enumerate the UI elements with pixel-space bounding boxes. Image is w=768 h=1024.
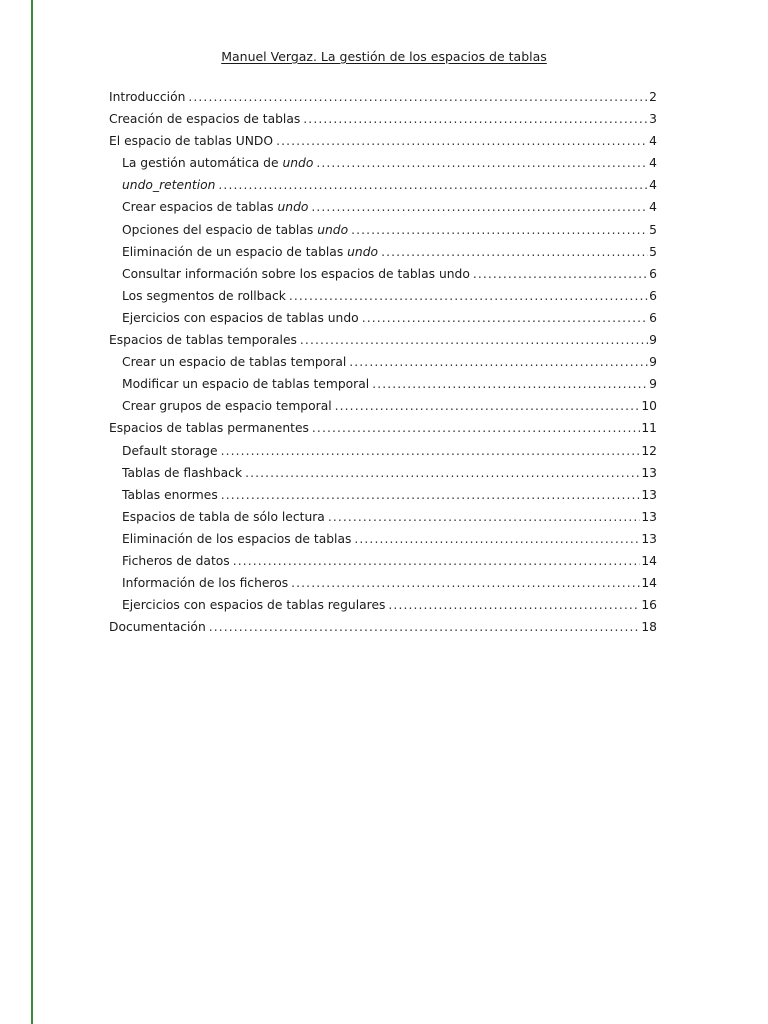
toc-entry-title-text: Espacios de tablas temporales bbox=[109, 333, 297, 348]
toc-entry-title bbox=[122, 377, 369, 391]
toc-page-number: 6 bbox=[649, 288, 657, 303]
toc-entry-title bbox=[122, 245, 378, 259]
toc-dot-leader bbox=[312, 421, 640, 435]
page-margin-line bbox=[31, 0, 33, 1024]
document-header bbox=[0, 49, 768, 64]
toc-entry-title bbox=[122, 267, 470, 281]
toc-entry-title-emphasis: undo bbox=[317, 222, 349, 237]
toc-entry-title-emphasis: undo bbox=[277, 200, 309, 215]
toc-page-number: 5 bbox=[649, 244, 657, 259]
toc-entry-title bbox=[109, 620, 206, 634]
toc-entry-title bbox=[122, 289, 286, 303]
toc-entry[interactable] bbox=[109, 112, 657, 134]
toc-entry[interactable] bbox=[109, 90, 657, 112]
toc-entry-title bbox=[122, 576, 288, 590]
toc-entry[interactable] bbox=[109, 245, 657, 267]
toc-entry-title bbox=[109, 333, 297, 347]
toc-dot-leader bbox=[351, 223, 648, 237]
toc-page-number: 13 bbox=[641, 531, 657, 546]
toc-entry[interactable] bbox=[109, 576, 657, 598]
toc-page-number: 4 bbox=[649, 156, 657, 171]
toc-page-number: 3 bbox=[649, 112, 657, 127]
toc-page-number: 9 bbox=[649, 377, 657, 392]
toc-entry-title bbox=[122, 355, 346, 369]
toc-entry-title-text: Documentación bbox=[109, 620, 206, 635]
toc-entry[interactable] bbox=[109, 399, 657, 421]
toc-page-number: 2 bbox=[649, 90, 657, 104]
toc-page-number: 4 bbox=[649, 178, 657, 193]
toc-entry[interactable] bbox=[109, 620, 657, 642]
toc-dot-leader bbox=[372, 377, 648, 391]
toc-entry-title-emphasis: undo bbox=[347, 244, 379, 259]
toc-dot-leader bbox=[245, 466, 640, 480]
toc-entry[interactable] bbox=[109, 444, 657, 466]
toc-entry[interactable] bbox=[109, 267, 657, 289]
toc-entry[interactable] bbox=[109, 178, 657, 200]
toc-page-number: 12 bbox=[641, 443, 657, 458]
toc-entry[interactable] bbox=[109, 223, 657, 245]
toc-entry[interactable] bbox=[109, 421, 657, 443]
toc-entry-title-text: Información de los ficheros bbox=[122, 576, 289, 591]
toc-dot-leader bbox=[349, 355, 648, 369]
toc-dot-leader bbox=[316, 156, 648, 170]
toc-page-number: 13 bbox=[641, 465, 657, 480]
toc-entry-title bbox=[109, 134, 273, 148]
toc-entry-title bbox=[122, 223, 348, 237]
toc-entry-title bbox=[122, 532, 351, 546]
toc-entry[interactable] bbox=[109, 510, 657, 532]
toc-entry-title bbox=[109, 112, 300, 126]
toc-page-number: 13 bbox=[641, 487, 657, 502]
toc-entry-title-text: Tablas de flashback bbox=[122, 465, 243, 480]
toc-entry-title-text: Modificar un espacio de tablas temporal bbox=[122, 377, 370, 392]
toc-entry-title-text: Crear un espacio de tablas temporal bbox=[122, 355, 347, 370]
toc-page-number: 11 bbox=[641, 421, 657, 436]
toc-entry-title bbox=[122, 178, 215, 192]
toc-dot-leader bbox=[209, 620, 641, 634]
toc-dot-leader bbox=[388, 598, 640, 612]
toc-entry-title-text: Los segmentos de rollback bbox=[122, 288, 286, 303]
toc-page-number: 9 bbox=[649, 333, 657, 348]
toc-dot-leader bbox=[381, 245, 648, 259]
toc-page-number: 4 bbox=[649, 200, 657, 215]
toc-dot-leader bbox=[473, 267, 648, 281]
toc-entry-title bbox=[122, 598, 385, 612]
toc-entry-title-text: Espacios de tabla de sólo lectura bbox=[122, 509, 325, 524]
toc-entry-title-text: Eliminación de un espacio de tablas bbox=[122, 244, 348, 259]
toc-entry[interactable] bbox=[109, 554, 657, 576]
toc-entry-title-text: Crear espacios de tablas bbox=[122, 200, 278, 215]
toc-entry-title-text: Consultar información sobre los espacios de tablas undo bbox=[122, 266, 470, 281]
toc-entry-title-text: Opciones del espacio de tablas bbox=[122, 222, 318, 237]
toc-entry[interactable] bbox=[109, 355, 657, 377]
toc-entry-title bbox=[122, 444, 218, 458]
toc-entry-title bbox=[122, 466, 242, 480]
toc-dot-leader bbox=[188, 90, 648, 104]
toc-dot-leader bbox=[328, 510, 640, 524]
toc-entry[interactable] bbox=[109, 200, 657, 222]
table-of-contents bbox=[109, 90, 657, 642]
toc-entry-title-emphasis: undo bbox=[282, 156, 314, 171]
toc-entry-title bbox=[122, 510, 325, 524]
toc-entry-title bbox=[122, 554, 230, 568]
toc-dot-leader bbox=[354, 532, 640, 546]
toc-dot-leader bbox=[221, 444, 641, 458]
toc-entry-title-text: Default storage bbox=[122, 443, 218, 458]
toc-dot-leader bbox=[221, 488, 641, 502]
toc-page-number: 16 bbox=[641, 598, 657, 613]
toc-page-number: 14 bbox=[641, 553, 657, 568]
toc-entry[interactable] bbox=[109, 333, 657, 355]
toc-dot-leader bbox=[311, 200, 648, 214]
toc-entry[interactable] bbox=[109, 598, 657, 620]
toc-dot-leader bbox=[362, 311, 648, 325]
toc-entry-title-text: Eliminación de los espacios de tablas bbox=[122, 531, 352, 546]
toc-entry-title-text: La gestión automática de bbox=[122, 156, 283, 171]
toc-dot-leader bbox=[276, 134, 648, 148]
toc-page-number: 6 bbox=[649, 266, 657, 281]
toc-entry[interactable] bbox=[109, 311, 657, 333]
toc-entry[interactable] bbox=[109, 466, 657, 488]
toc-page-number: 18 bbox=[641, 620, 657, 635]
toc-entry-title bbox=[122, 156, 313, 170]
toc-dot-leader bbox=[291, 576, 640, 590]
toc-entry-title-text: Ejercicios con espacios de tablas regulares bbox=[122, 598, 386, 613]
toc-entry[interactable] bbox=[109, 377, 657, 399]
toc-page-number: 14 bbox=[641, 576, 657, 591]
toc-dot-leader bbox=[300, 333, 648, 347]
toc-entry-title bbox=[122, 200, 308, 214]
toc-entry-title-emphasis: undo_retention bbox=[122, 178, 216, 193]
toc-entry[interactable] bbox=[109, 156, 657, 178]
toc-entry-title-text: Ficheros de datos bbox=[122, 553, 230, 568]
toc-entry-title-text: Ejercicios con espacios de tablas undo bbox=[122, 310, 359, 325]
toc-entry-title bbox=[109, 421, 309, 435]
toc-page-number: 13 bbox=[641, 509, 657, 524]
toc-entry-title-text: Creación de espacios de tablas bbox=[109, 112, 301, 127]
toc-dot-leader bbox=[335, 399, 641, 413]
toc-page-number: 9 bbox=[649, 355, 657, 370]
toc-entry-title-text: Crear grupos de espacio temporal bbox=[122, 399, 332, 414]
toc-page-number: 6 bbox=[649, 310, 657, 325]
toc-page-number: 5 bbox=[649, 222, 657, 237]
toc-entry-title-text: Tablas enormes bbox=[122, 487, 218, 502]
toc-page-number: 10 bbox=[641, 399, 657, 414]
toc-dot-leader bbox=[218, 178, 648, 192]
document-title: Manuel Vergaz. La gestión de los espacios de tablas bbox=[221, 49, 547, 64]
toc-entry-title-text: El espacio de tablas UNDO bbox=[109, 134, 274, 149]
toc-entry-title-text: Espacios de tablas permanentes bbox=[109, 421, 309, 436]
toc-entry[interactable] bbox=[109, 488, 657, 510]
toc-dot-leader bbox=[289, 289, 648, 303]
toc-entry[interactable] bbox=[109, 532, 657, 554]
toc-entry-title bbox=[122, 399, 332, 413]
toc-dot-leader bbox=[233, 554, 641, 568]
toc-entry-title bbox=[122, 488, 218, 502]
toc-entry-title bbox=[109, 90, 185, 104]
toc-page-number: 4 bbox=[649, 134, 657, 149]
toc-entry[interactable] bbox=[109, 134, 657, 156]
toc-dot-leader bbox=[303, 112, 648, 126]
toc-entry[interactable] bbox=[109, 289, 657, 311]
toc-entry-title-text: Introducción bbox=[109, 90, 186, 104]
toc-entry-title bbox=[122, 311, 359, 325]
